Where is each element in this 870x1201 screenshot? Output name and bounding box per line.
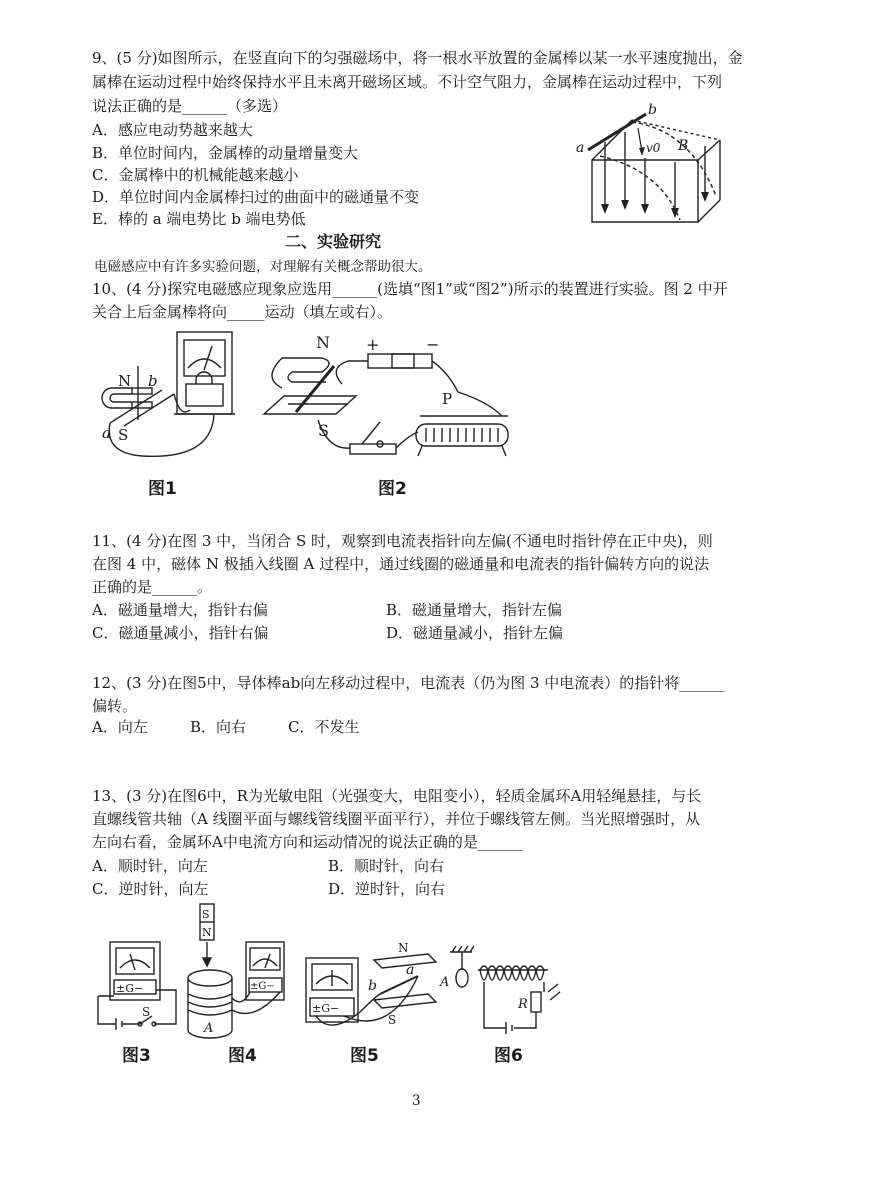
fig1-label-a: a (102, 424, 111, 442)
fig2-label-N: N (316, 333, 330, 352)
fig5-label-b: b (368, 978, 377, 994)
q13-figure-6 (440, 944, 570, 1034)
q10-figure-2 (258, 332, 520, 472)
section-title: 二、实验研究 (285, 232, 382, 251)
fig4-label-A: A (204, 1021, 214, 1036)
fig2-caption: 图2 (378, 479, 407, 499)
q11-option-c: C．磁通量减小，指针右偏 (92, 624, 269, 642)
q12-line1: 12、(3 分)在图5中，导体棒ab向左移动过程中，电流表（仍为图 3 中电流表）的指针将______ (92, 674, 725, 692)
q12-line2: 偏转。 (92, 697, 138, 715)
q9-stem-line3: 说法正确的是______（多选） (92, 97, 288, 115)
fig4-caption: 图4 (228, 1046, 257, 1066)
q11-option-d: D．磁通量减小，指针左偏 (386, 624, 564, 642)
fig6-label-R: R (518, 997, 528, 1012)
q9-label-v0: v0 (646, 141, 661, 155)
q9-stem-line1: 9、(5 分)如图所示，在竖直向下的匀强磁场中，将一根水平放置的金属棒以某一水平速度抛出，金 (92, 49, 743, 67)
q12-option-c: C．不发生 (288, 718, 360, 736)
fig5-label-N: N (398, 941, 409, 955)
q11-option-a: A．磁通量增大，指针右偏 (92, 601, 268, 619)
q9-stem-line2: 属棒在运动过程中始终保持水平且未离开磁场区域。不计空气阻力，金属棒在运动过程中，下列 (92, 73, 723, 91)
q13-option-b: B．顺时针，向右 (328, 857, 445, 875)
fig5-label-a: a (406, 962, 415, 978)
fig5-label-G: ±G− (312, 1002, 340, 1015)
q9-option-a: A．感应电动势越来越大 (92, 121, 253, 139)
q9-label-b: b (648, 102, 657, 118)
fig1-caption: 图1 (148, 479, 177, 499)
q13-line2: 直螺线管共轴（A 线圈平面与螺线管线圈平面平行），并位于螺线管左侧。当光照增强时，从 (92, 810, 701, 828)
fig2-label-minus: − (426, 335, 440, 354)
q9-option-c: C．金属棒中的机械能越来越小 (92, 166, 299, 184)
q13-figure-4 (184, 898, 286, 1038)
q9-label-a: a (576, 140, 585, 156)
fig3-label-G: ±G− (116, 982, 144, 995)
fig6-label-A: A (440, 975, 450, 990)
fig4-label-N: N (202, 926, 212, 939)
page-number: 3 (412, 1093, 421, 1109)
q13-line1: 13、(3 分)在图6中，R为光敏电阻（光强变大，电阻变小），轻质金属环A用轻绳悬挂，与长 (92, 787, 702, 805)
q10-figure-1 (92, 328, 242, 468)
q9-option-b: B．单位时间内，金属棒的动量增量变大 (92, 144, 359, 162)
fig5-label-S: S (388, 1013, 397, 1027)
q10-line1: 10、(4 分)探究电磁感应现象应选用______(选填“图1”或“图2”)所示的装置进行实验。图 2 中开 (92, 280, 728, 298)
fig4-label-G: ±G− (250, 981, 275, 992)
fig3-caption: 图3 (122, 1046, 151, 1066)
q13-line3: 左向右看，金属环A中电流方向和运动情况的说法正确的是______ (92, 833, 523, 851)
q11-line2: 在图 4 中，磁体 N 极插入线圈 A 过程中，通过线圈的磁通量和电流表的指针偏转方向的说法 (92, 555, 710, 573)
fig5-caption: 图5 (350, 1046, 379, 1066)
q13-figure-3 (94, 938, 180, 1038)
q9-option-d: D．单位时间内金属棒扫过的曲面中的磁通量不变 (92, 188, 420, 206)
fig1-label-N: N (118, 372, 132, 390)
fig1-label-S: S (118, 426, 129, 444)
fig2-label-S: S (318, 421, 329, 440)
q10-line2: 关合上后金属棒将向_____运动（填左或右）。 (92, 303, 393, 321)
fig1-label-b: b (148, 372, 158, 390)
section-intro: 电磁感应中有许多实验问题，对理解有关概念帮助很大。 (94, 259, 432, 275)
q9-option-e: E．棒的 a 端电势比 b 端电势低 (92, 210, 306, 228)
fig6-caption: 图6 (494, 1046, 523, 1066)
q11-line1: 11、(4 分)在图 3 中，当闭合 S 时，观察到电流表指针向左偏(不通电时指针停在正中央)，则 (92, 532, 713, 550)
fig2-label-P: P (442, 390, 453, 408)
q12-option-a: A．向左 (92, 718, 148, 736)
q13-option-a: A．顺时针，向左 (92, 857, 208, 875)
q11-option-b: B．磁通量增大，指针左偏 (386, 601, 563, 619)
q13-figure-5 (300, 940, 440, 1040)
fig3-label-S: S (142, 1005, 151, 1019)
q13-option-d: D．逆时针，向右 (328, 880, 446, 898)
q11-line3: 正确的是______。 (92, 578, 213, 596)
q9-figure (570, 100, 730, 235)
q9-label-B: B (678, 138, 689, 154)
fig2-label-plus: + (366, 335, 380, 354)
fig4-label-S: S (202, 908, 210, 921)
q12-option-b: B．向右 (190, 718, 247, 736)
q13-option-c: C．逆时针，向左 (92, 880, 209, 898)
